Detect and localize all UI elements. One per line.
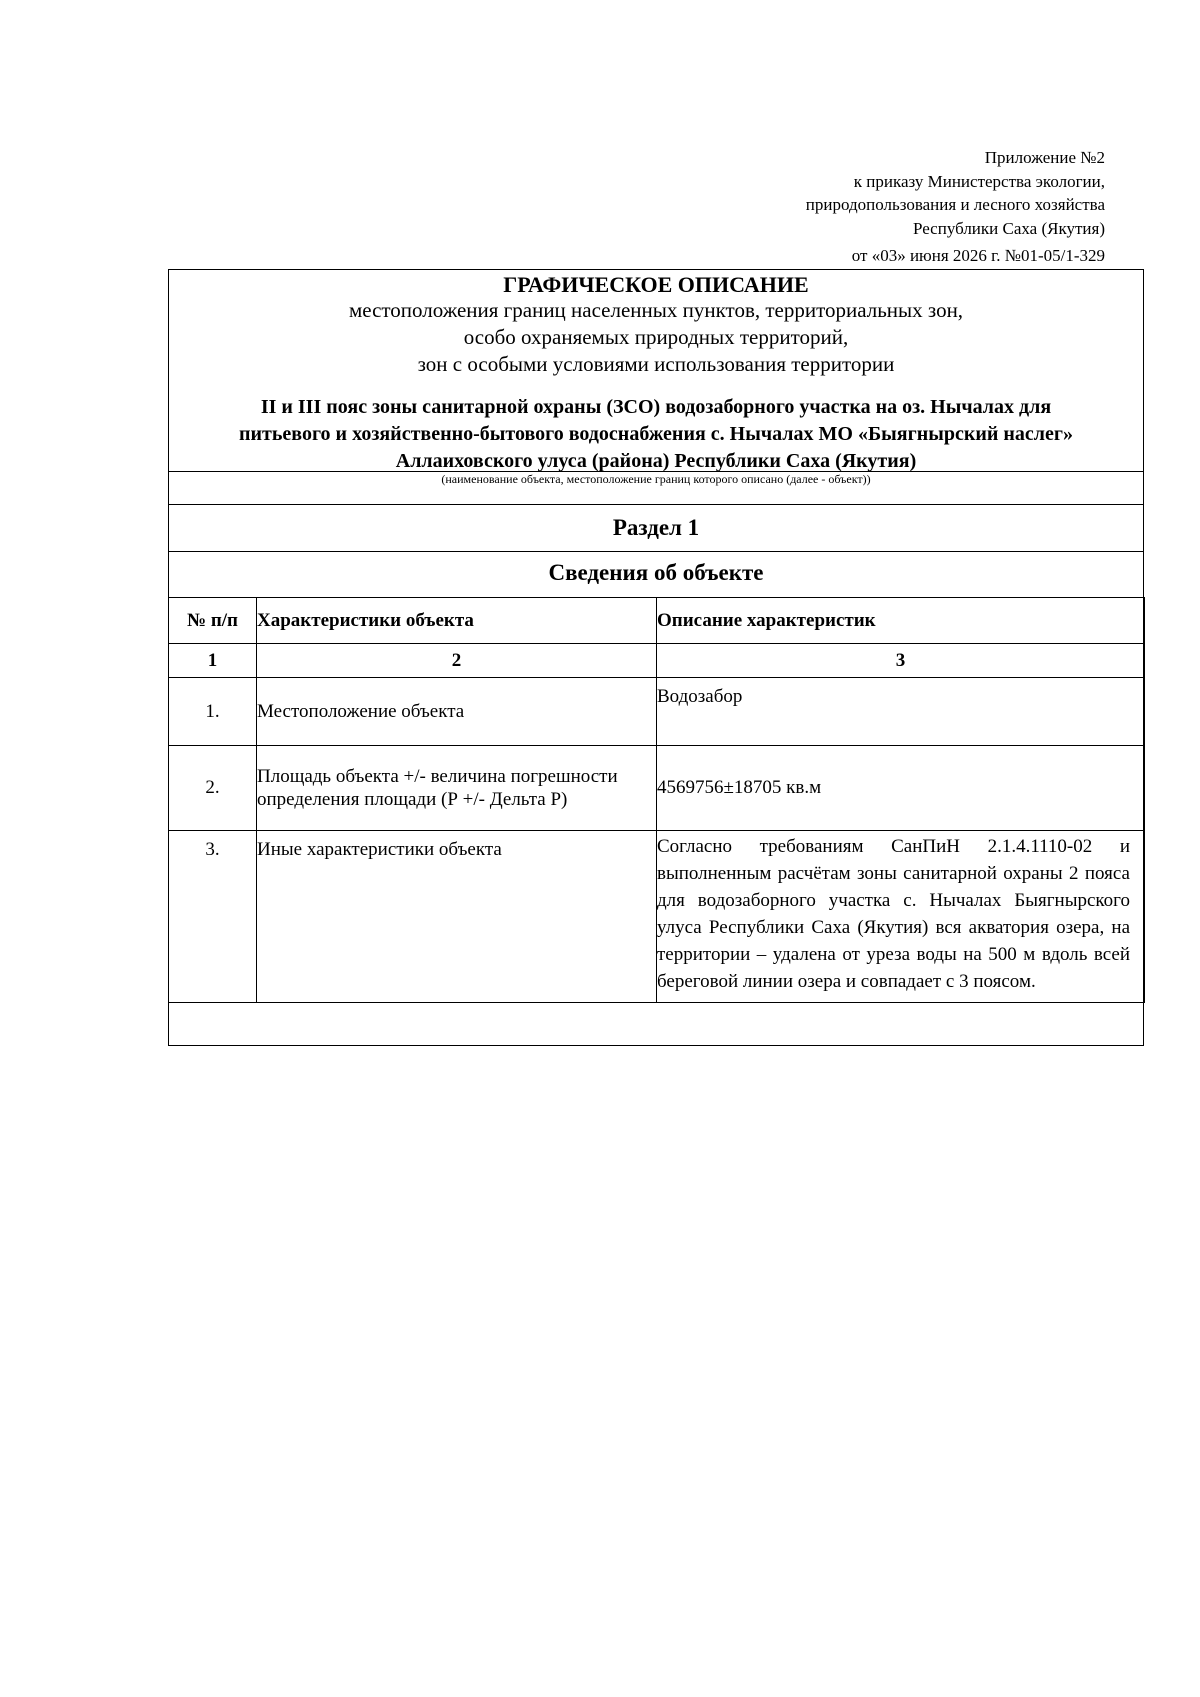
document-subtitle	[169, 297, 1143, 378]
object-name-line: II и III пояс зоны санитарной охраны (ЗСО) водозаборного участка на оз. Нычалах для	[260, 396, 1052, 418]
row-description: 4569756±18705 кв.м	[657, 746, 1145, 831]
row-description: Согласно требованиям СанПиН 2.1.4.1110-02 и выполненным расчётам зоны санитарной охраны 2 пояса для водозаборного участка с. Нычалах Быягнырского улуса Республики Саха (Якутия) вся акватория озера, на территории – удалена от уреза воды на 500 м вдоль всей береговой линии озера и совпадает с 3 поясом.	[657, 831, 1145, 1003]
appendix-line: к приказу Министерства экологии,	[853, 171, 1105, 191]
subtitle-line: местоположения границ населенных пунктов, территориальных зон,	[348, 298, 964, 322]
section-title: Раздел 1	[612, 515, 700, 540]
row-number: 3.	[169, 831, 257, 1003]
object-info-table	[168, 597, 1145, 1003]
object-name-line: Аллаиховского улуса (района) Республики Саха (Якутия)	[395, 450, 917, 472]
column-number: 2	[257, 644, 657, 678]
column-number-row	[169, 644, 1145, 678]
divider	[169, 504, 1143, 505]
appendix-line: Приложение №2	[984, 148, 1105, 167]
document-frame	[168, 269, 1144, 1046]
appendix-date: от «03» июня 2026 г. №01-05/1-329	[851, 246, 1105, 265]
divider	[169, 551, 1143, 552]
table-row	[169, 678, 1145, 746]
row-description: Водозабор	[657, 678, 1145, 746]
column-number: 3	[657, 644, 1145, 678]
header-description: Описание характеристик	[657, 598, 1145, 644]
row-number: 1.	[169, 678, 257, 746]
subtitle-line: зон с особыми условиями использования территории	[417, 352, 895, 376]
object-name-line: питьевого и хозяйственно-бытового водоснабжения с. Нычалах МО «Быягнырский наслег»	[238, 423, 1073, 445]
table-row	[169, 831, 1145, 1003]
section-subtitle: Сведения об объекте	[548, 560, 764, 585]
appendix-line: Республики Саха (Якутия)	[912, 218, 1105, 238]
column-number: 1	[169, 644, 257, 678]
row-characteristic: Площадь объекта +/- величина погрешности определения площади (Р +/- Дельта Р)	[257, 746, 657, 831]
object-name	[179, 394, 1133, 475]
row-characteristic: Иные характеристики объекта	[257, 831, 657, 1003]
appendix-reference	[806, 146, 1105, 268]
subtitle-line: особо охраняемых природных территорий,	[463, 325, 849, 349]
appendix-line: природопользования и лесного хозяйства	[805, 195, 1105, 214]
document-title: ГРАФИЧЕСКОЕ ОПИСАНИЕ	[503, 272, 809, 297]
header-characteristic: Характеристики объекта	[257, 598, 657, 644]
header-num: № п/п	[169, 598, 257, 644]
table-row	[169, 746, 1145, 831]
table-header-row	[169, 598, 1145, 644]
object-caption: (наименование объекта, местоположение границ которого описано (далее - объект))	[441, 472, 871, 486]
row-number: 2.	[169, 746, 257, 831]
row-characteristic: Местоположение объекта	[257, 678, 657, 746]
